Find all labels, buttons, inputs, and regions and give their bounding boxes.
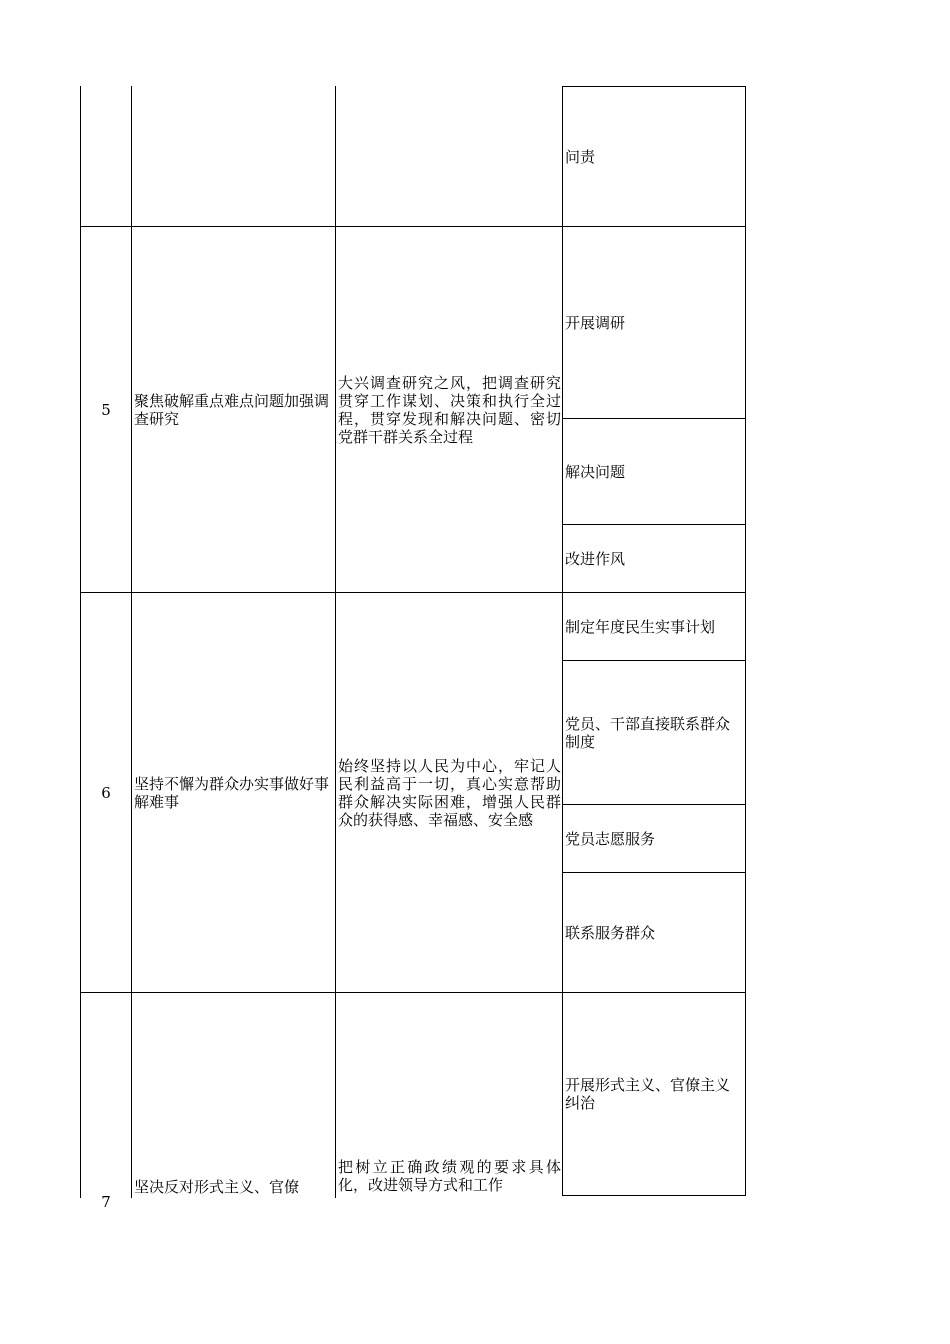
item-cell [563,525,745,592]
item-cell [563,873,745,992]
description-cell [336,593,562,992]
item-text: 解决问题 [565,462,626,481]
item-text: 党员志愿服务 [565,829,656,848]
grid-line [745,86,746,1196]
title-cell [132,227,335,592]
row-description: 把树立正确政绩观的要求具体化，改进领导方式和工作 [338,1158,561,1194]
item-text: 制定年度民生实事计划 [565,617,716,636]
item-cell [563,419,745,524]
item-cell [563,993,745,1195]
row-number-cell [81,593,131,992]
item-text: 开展形式主义、官僚主义纠治 [565,1076,731,1112]
title-cell [132,1178,335,1198]
row-number-cell [81,227,131,592]
row-number: 7 [101,1193,111,1211]
row-number-cell [81,1188,131,1211]
row-title: 坚决反对形式主义、官僚 [134,1178,300,1196]
row-title: 坚持不懈为群众办实事做好事解难事 [134,774,330,811]
description-cell [336,227,562,592]
description-cell [336,1158,562,1196]
row-description: 大兴调查研究之风，把调查研究贯穿工作谋划、决策和执行全过程，贯穿发现和解决问题、密切党群干群关系全过程 [338,373,561,446]
item-cell [563,87,745,226]
item-cell [563,227,745,418]
row-description: 始终坚持以人民为中心，牢记人民利益高于一切，真心实意帮助群众解决实际困难，增强人民群众的获得感、幸福感、安全感 [338,756,561,829]
row-number: 5 [101,400,111,419]
row-number: 6 [101,783,111,802]
item-cell [563,661,745,804]
title-cell [132,593,335,992]
item-text: 联系服务群众 [565,923,656,942]
item-cell [563,593,745,660]
row-title: 聚焦破解重点难点问题加强调查研究 [134,391,330,428]
item-cell [563,805,745,872]
item-text: 改进作风 [565,549,626,568]
item-text: 党员、干部直接联系群众制度 [565,714,731,751]
grid-line [562,1195,746,1196]
item-text: 问责 [565,147,596,166]
item-text: 开展调研 [565,313,626,332]
